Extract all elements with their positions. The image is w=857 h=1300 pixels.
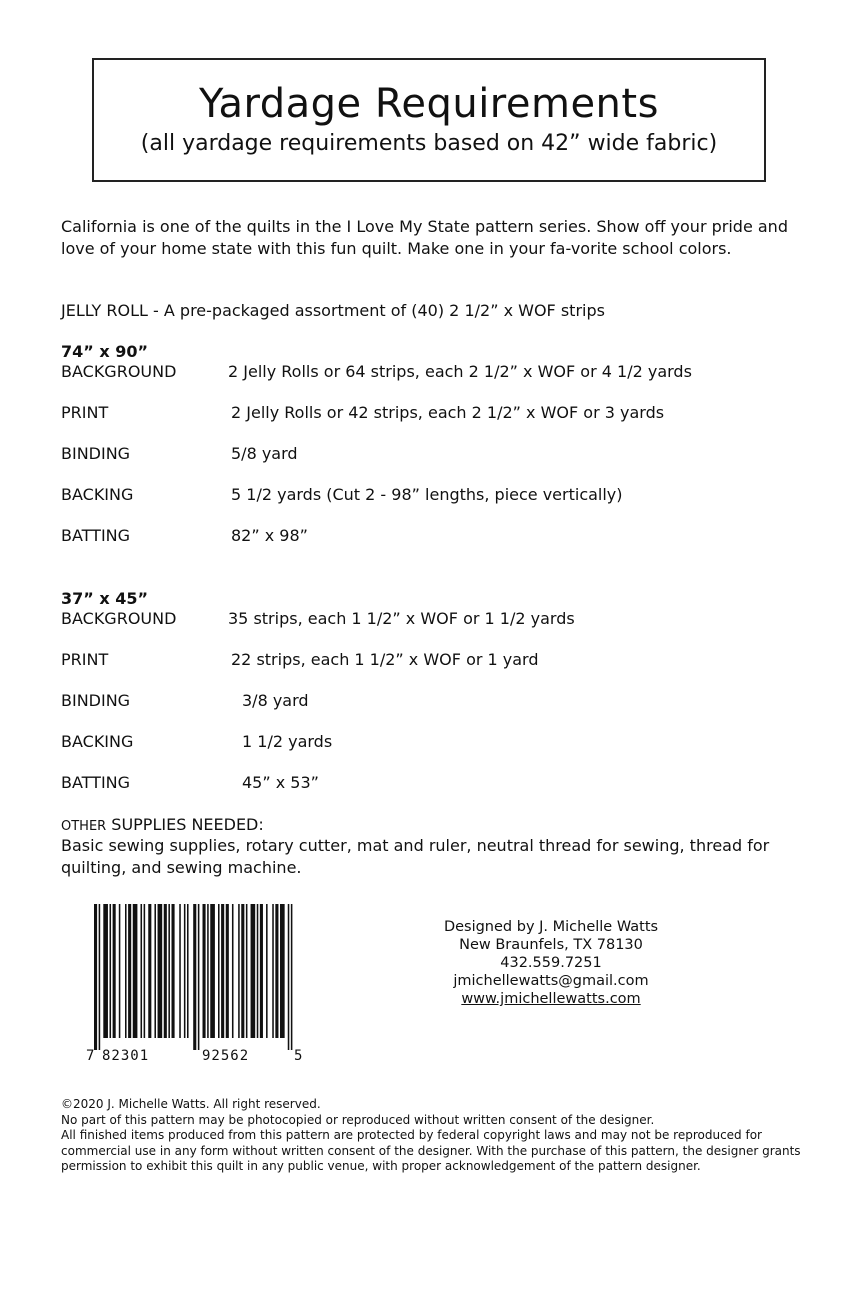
barcode-group-left: 82301 — [102, 1048, 150, 1064]
barcode-bar — [207, 904, 209, 1038]
barcode-bar — [148, 904, 151, 1038]
designer-location: New Braunfels, TX 78130 — [459, 937, 643, 953]
barcode-bar — [198, 904, 200, 1050]
barcode-bar — [99, 904, 101, 1050]
barcode-bar — [291, 904, 293, 1050]
designer-website-link[interactable]: www.jmichellewatts.com — [461, 991, 641, 1007]
barcode-bar — [141, 904, 143, 1038]
barcode-bar — [226, 904, 229, 1038]
small-backing-value: 1 1/2 yards — [242, 732, 333, 751]
size-small-heading: 37” x 45” — [61, 589, 149, 608]
title-box — [92, 58, 766, 182]
supplies-heading-prefix: OTHER — [61, 819, 107, 834]
barcode-bar — [210, 904, 215, 1038]
barcode-bar — [154, 904, 156, 1038]
barcode-bar — [119, 904, 121, 1038]
large-backing-label: BACKING — [61, 485, 134, 504]
large-batting-label: BATTING — [61, 526, 131, 545]
barcode-bar — [238, 904, 240, 1038]
jelly-roll-note: JELLY ROLL - A pre-packaged assortment of (40) 2 1/2” x WOF strips — [61, 301, 605, 320]
barcode-bar — [193, 904, 196, 1050]
large-background-value: 2 Jelly Rolls or 64 strips, each 2 1/2” x WOF or 4 1/2 yards — [228, 362, 692, 381]
barcode-bar — [246, 904, 248, 1038]
designer-phone: 432.559.7251 — [500, 955, 602, 971]
barcode-bar — [187, 904, 189, 1038]
barcode-bar — [251, 904, 256, 1038]
large-print-value: 2 Jelly Rolls or 42 strips, each 2 1/2” x WOF or 3 yards — [231, 403, 665, 422]
barcode-group-right: 92562 — [202, 1048, 250, 1064]
barcode-bars — [94, 904, 292, 1050]
small-binding-label: BINDING — [61, 691, 131, 710]
designer-email[interactable]: jmichellewatts@gmail.com — [453, 973, 649, 989]
barcode-bar — [128, 904, 131, 1038]
barcode-bar — [158, 904, 163, 1038]
barcode-bar — [144, 904, 146, 1038]
copyright-line: ©2020 J. Michelle Watts. All right reserved. — [61, 1097, 321, 1111]
designer-info — [410, 918, 692, 1008]
small-batting-label: BATTING — [61, 773, 131, 792]
barcode-bar — [241, 904, 244, 1038]
barcode-bar — [113, 904, 116, 1038]
barcode-bar — [164, 904, 167, 1038]
barcode-bar — [172, 904, 175, 1038]
barcode-bar — [184, 904, 186, 1038]
barcode-bar — [260, 904, 263, 1038]
barcode-bar — [103, 904, 108, 1038]
barcode-bar — [221, 904, 224, 1038]
page-title: Yardage Requirements — [199, 81, 659, 127]
small-binding-value: 3/8 yard — [242, 691, 309, 710]
barcode-bar — [110, 904, 112, 1038]
barcode-bar — [168, 904, 170, 1038]
large-print-label: PRINT — [61, 403, 109, 422]
page-subtitle: (all yardage requirements based on 42” wide fabric) — [140, 131, 718, 156]
designer-name: Designed by J. Michelle Watts — [443, 919, 659, 935]
large-batting-value: 82” x 98” — [231, 526, 308, 545]
barcode-bar — [257, 904, 259, 1038]
commercial-use-notice: All finished items produced from this pattern are protected by federal copyright laws and may not be reproduced for commercial use in any form without written consent of the designer. With the purchase of this pattern, the designer grants permission to exhibit this quilt in any public venue, with proper acknowledgement of the pattern designer. — [61, 1128, 801, 1173]
barcode-bar — [232, 904, 234, 1038]
barcode-bar — [272, 904, 274, 1038]
large-binding-label: BINDING — [61, 444, 131, 463]
large-backing-value: 5 1/2 yards (Cut 2 - 98” lengths, piece vertically) — [231, 485, 623, 504]
reproduction-notice: No part of this pattern may be photocopied or reproduced without written consent of the designer. — [61, 1112, 655, 1127]
small-backing-label: BACKING — [61, 732, 134, 751]
barcode-digit-left: 7 — [86, 1048, 95, 1064]
large-background-label: BACKGROUND — [61, 362, 177, 381]
barcode-bar — [280, 904, 285, 1038]
barcode-bar — [179, 904, 181, 1038]
intro-paragraph: California is one of the quilts in the I Love My State pattern series. Show off your pride and love of your home state with this fun quilt. Make one in your fa-vorite school colors. — [61, 217, 788, 258]
barcode-bar — [218, 904, 220, 1038]
large-binding-value: 5/8 yard — [231, 444, 298, 463]
barcode-bar — [203, 904, 206, 1038]
supplies-heading-rest: SUPPLIES NEEDED: — [106, 815, 264, 834]
small-background-value: 35 strips, each 1 1/2” x WOF or 1 1/2 yards — [228, 609, 575, 628]
barcode-bar — [288, 904, 290, 1050]
size-large-heading: 74” x 90” — [61, 342, 149, 361]
small-batting-value: 45” x 53” — [242, 773, 319, 792]
small-print-value: 22 strips, each 1 1/2” x WOF or 1 yard — [231, 650, 539, 669]
barcode-bar — [94, 904, 97, 1050]
small-print-label: PRINT — [61, 650, 109, 669]
barcode-digit-right: 5 — [294, 1048, 303, 1064]
barcode-bar — [133, 904, 138, 1038]
barcode-bar — [266, 904, 268, 1038]
copyright-footer — [61, 1097, 801, 1175]
barcode-image — [80, 898, 310, 1073]
small-background-label: BACKGROUND — [61, 609, 177, 628]
barcode-bar — [275, 904, 278, 1038]
barcode-bar — [125, 904, 127, 1038]
supplies-text: Basic sewing supplies, rotary cutter, mat and ruler, neutral thread for sewing, thread for quilting, and sewing machine. — [61, 836, 770, 877]
